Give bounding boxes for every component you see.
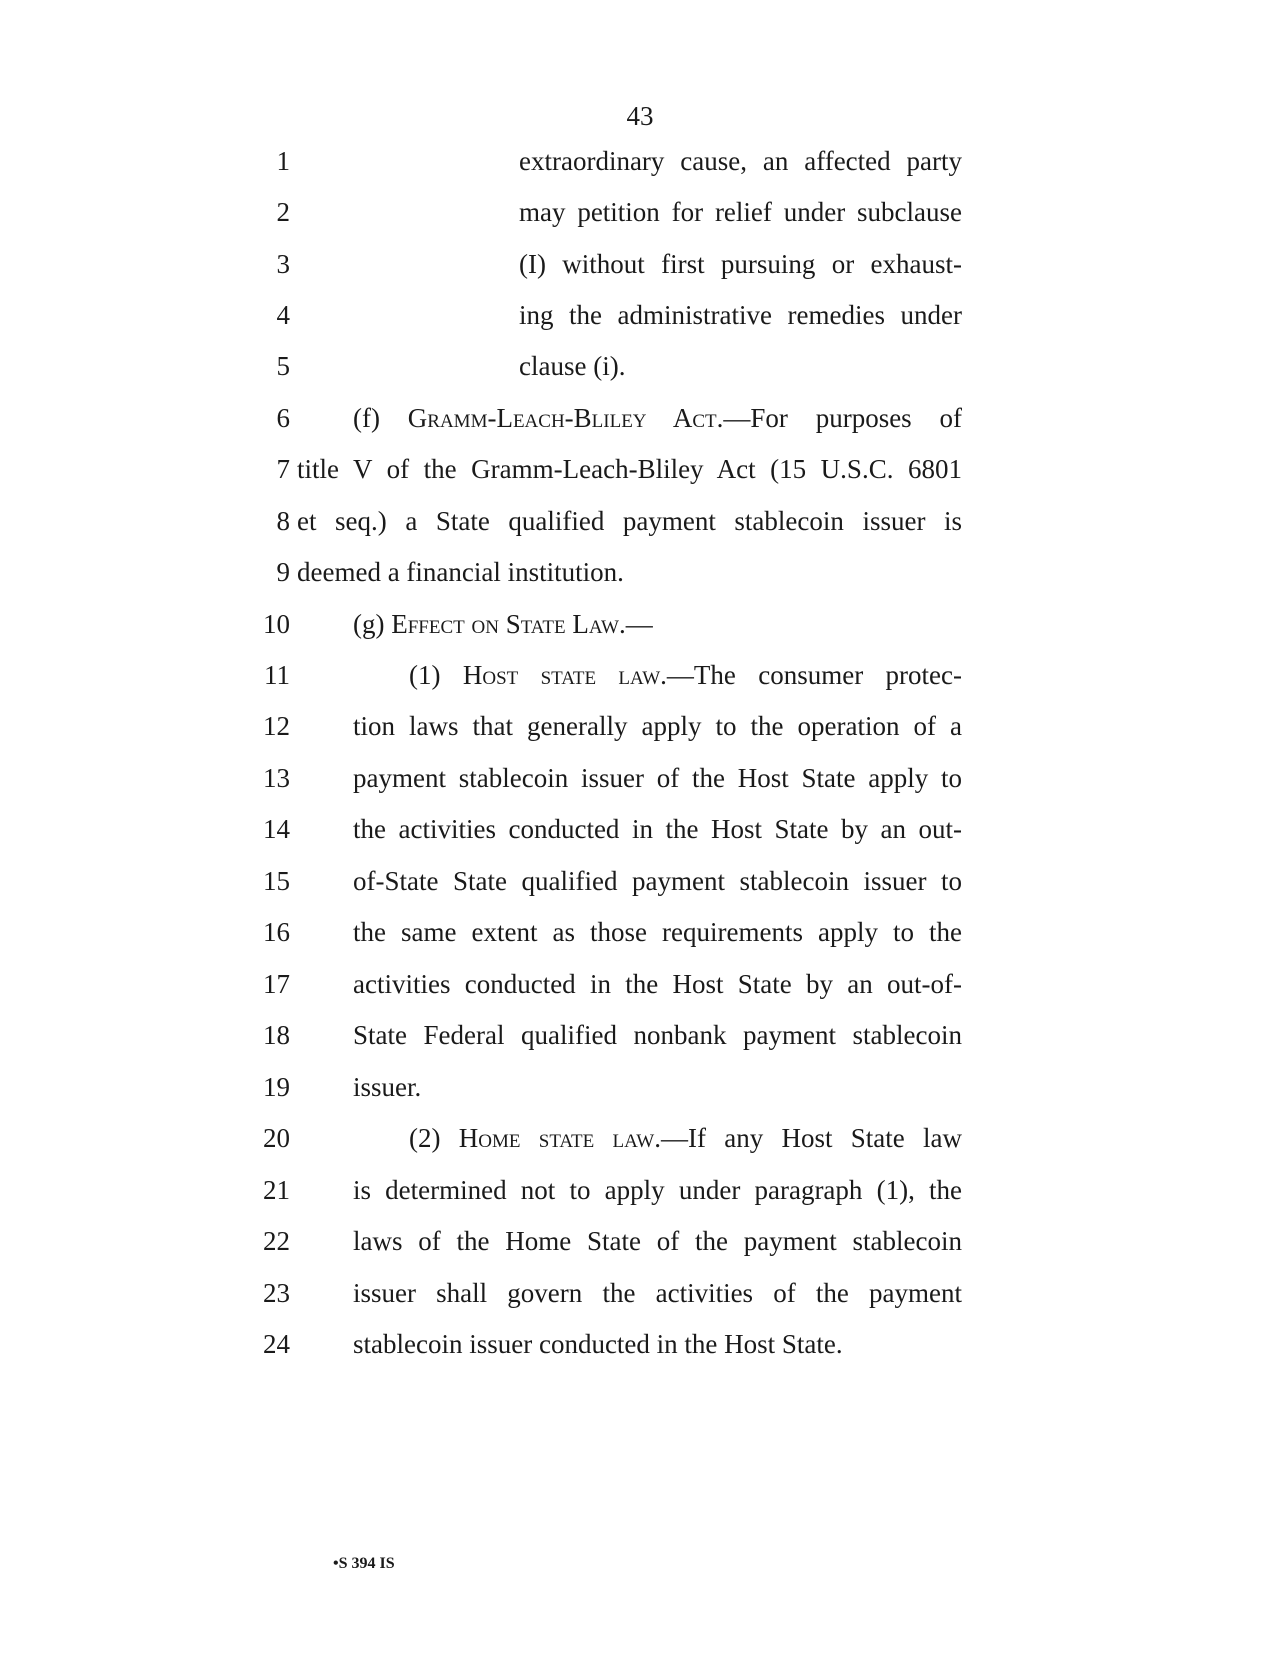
page-number: 43 xyxy=(626,101,654,131)
text-line xyxy=(0,1071,1280,1125)
text-line xyxy=(0,608,1280,662)
line-text: the same extent as those requirements apply to the xyxy=(353,917,962,947)
line-text: activities conducted in the Host State by an out-of- xyxy=(353,969,962,999)
text-line xyxy=(0,299,1280,353)
text-line xyxy=(0,710,1280,764)
line-number: 19 xyxy=(263,1072,290,1102)
line-text: deemed a financial institution. xyxy=(297,557,624,587)
line-number: 9 xyxy=(276,557,290,587)
line-text xyxy=(353,608,653,640)
line-text: laws of the Home State of the payment stablecoin xyxy=(353,1226,962,1256)
text-line xyxy=(0,1174,1280,1228)
line-text: stablecoin issuer conducted in the Host State. xyxy=(353,1329,843,1359)
subsection-marker: (g) xyxy=(353,609,392,639)
text-line xyxy=(0,659,1280,713)
line-number: 11 xyxy=(264,660,290,690)
line-number: 5 xyxy=(276,351,290,381)
line-text: clause (i). xyxy=(519,351,626,381)
paragraph-heading: Host state law xyxy=(462,660,661,690)
line-text-tail: .—The consumer protec- xyxy=(660,660,962,690)
line-number: 8 xyxy=(276,506,290,536)
line-text xyxy=(409,1122,962,1154)
line-text: title V of the Gramm-Leach-Bliley Act (15 U.S.C. 6801 xyxy=(297,454,962,484)
line-text: payment stablecoin issuer of the Host State apply to xyxy=(353,763,962,793)
subsection-marker: (f) xyxy=(353,403,408,433)
paragraph-marker: (2) xyxy=(409,1123,459,1153)
line-number: 14 xyxy=(263,814,290,844)
line-text: (I) without first pursuing or exhaust- xyxy=(519,249,962,279)
line-number: 18 xyxy=(263,1020,290,1050)
text-line xyxy=(0,1277,1280,1331)
section-heading: Effect on State Law xyxy=(391,609,619,639)
text-line xyxy=(0,1225,1280,1279)
line-text: State Federal qualified nonbank payment stablecoin xyxy=(353,1020,962,1050)
line-text: et seq.) a State qualified payment stablecoin issuer is xyxy=(297,506,962,536)
text-line xyxy=(0,402,1280,456)
line-number: 4 xyxy=(276,300,290,330)
line-text-tail: .—For purposes of xyxy=(716,403,962,433)
line-number: 24 xyxy=(263,1329,290,1359)
line-text xyxy=(409,659,962,691)
line-text: issuer. xyxy=(353,1072,422,1102)
text-line xyxy=(0,248,1280,302)
text-line xyxy=(0,865,1280,919)
text-line xyxy=(0,1122,1280,1176)
line-text: the activities conducted in the Host State by an out- xyxy=(353,814,962,844)
line-text: is determined not to apply under paragraph (1), the xyxy=(353,1175,962,1205)
line-number: 1 xyxy=(276,146,290,176)
line-text: ing the administrative remedies under xyxy=(519,300,962,330)
line-text-tail: .— xyxy=(619,609,653,639)
line-number: 12 xyxy=(263,711,290,741)
text-line xyxy=(0,1019,1280,1073)
line-number: 21 xyxy=(263,1175,290,1205)
text-line xyxy=(0,1328,1280,1382)
paragraph-marker: (1) xyxy=(409,660,463,690)
line-number: 16 xyxy=(263,917,290,947)
text-line xyxy=(0,145,1280,199)
text-line xyxy=(0,350,1280,404)
section-heading: Gramm-Leach-Bliley Act xyxy=(407,403,717,433)
line-number: 7 xyxy=(276,454,290,484)
line-text: of-State State qualified payment stablecoin issuer to xyxy=(353,866,962,896)
bill-identifier-footer: •S 394 IS xyxy=(333,1555,395,1572)
line-number: 17 xyxy=(263,969,290,999)
text-line xyxy=(0,556,1280,610)
line-text: may petition for relief under subclause xyxy=(519,197,962,227)
text-line xyxy=(0,968,1280,1022)
text-line xyxy=(0,762,1280,816)
line-number: 2 xyxy=(276,197,290,227)
line-number: 22 xyxy=(263,1226,290,1256)
line-text-tail: .—If any Host State law xyxy=(654,1123,963,1153)
text-line xyxy=(0,505,1280,559)
line-text: issuer shall govern the activities of the payment xyxy=(353,1278,962,1308)
text-line xyxy=(0,196,1280,250)
line-number: 20 xyxy=(263,1123,290,1153)
text-line xyxy=(0,453,1280,507)
line-number: 10 xyxy=(263,609,290,639)
line-text: tion laws that generally apply to the operation of a xyxy=(353,711,962,741)
line-number: 15 xyxy=(263,866,290,896)
line-number: 23 xyxy=(263,1278,290,1308)
line-number: 13 xyxy=(263,763,290,793)
paragraph-heading: Home state law xyxy=(458,1123,655,1153)
text-line xyxy=(0,813,1280,867)
line-text: extraordinary cause, an affected party xyxy=(519,146,962,176)
text-line xyxy=(0,916,1280,970)
line-text xyxy=(353,402,962,434)
line-number: 3 xyxy=(276,249,290,279)
line-number: 6 xyxy=(276,403,290,433)
